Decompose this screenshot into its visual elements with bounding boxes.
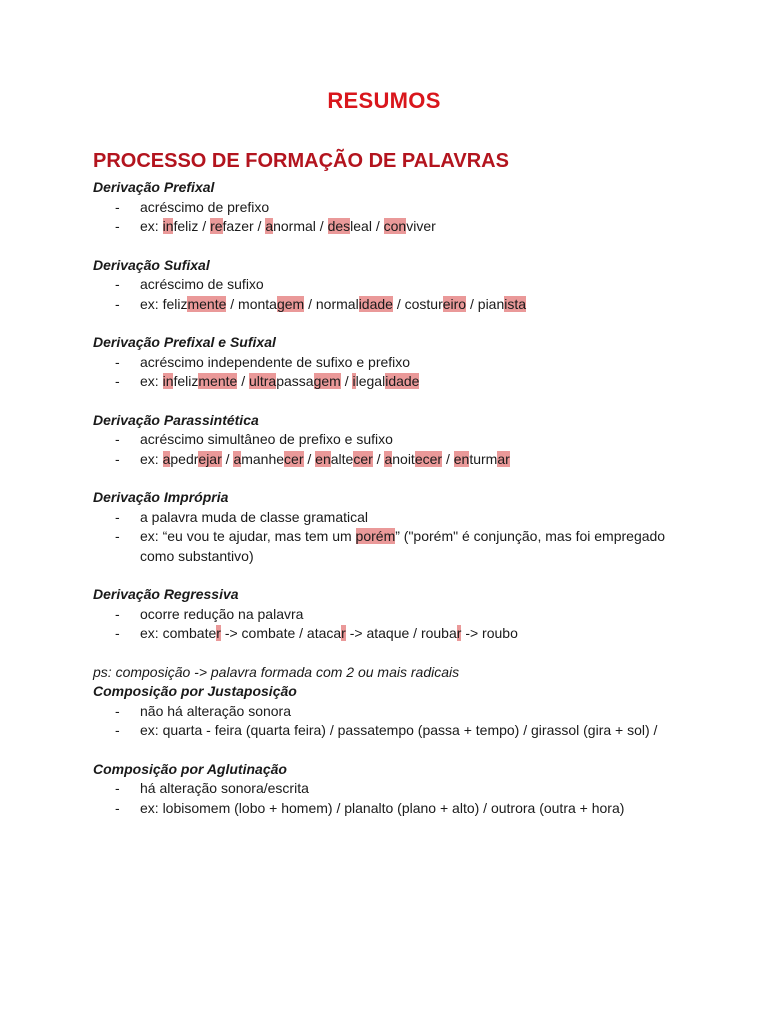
text-segment: / costur xyxy=(392,295,443,312)
text-segment: fazer / xyxy=(222,218,266,234)
highlighted-affix: cer xyxy=(353,450,373,467)
text-segment: passa xyxy=(276,373,314,389)
text-segment: ” ("porém" é conjunção, mas foi empregado como substantivo) xyxy=(140,528,666,564)
highlighted-affix: eiro xyxy=(442,295,467,312)
highlighted-affix: r xyxy=(341,625,346,641)
text-segment: / xyxy=(237,373,249,389)
text-segment: viver xyxy=(406,218,436,234)
bullet-dash: - xyxy=(115,198,120,215)
text-segment: / xyxy=(303,450,316,467)
list-item xyxy=(93,372,693,392)
highlighted-affix: en xyxy=(315,450,331,467)
bullet-dash: - xyxy=(115,625,120,641)
highlighted-affix: a xyxy=(233,450,242,467)
section-title: Derivação Parassintética xyxy=(93,411,259,428)
text-segment: a palavra muda de classe gramatical xyxy=(140,508,369,525)
bullet-dash: - xyxy=(115,276,120,292)
bullet-dash: - xyxy=(115,702,120,719)
highlighted-affix: idade xyxy=(358,295,393,312)
section-title: Derivação Regressiva xyxy=(93,586,239,602)
section-title: Derivação Sufixal xyxy=(93,256,210,273)
document-title: RESUMOS xyxy=(327,88,441,113)
highlighted-affix: r xyxy=(456,625,462,641)
text-segment: noit xyxy=(392,450,415,467)
text-segment: ocorre redução na palavra xyxy=(140,605,304,622)
list-item xyxy=(93,295,693,315)
text-segment: ex: quarta - feira (quarta feira) / passatempo (passa + tempo) / girassol (gira + sol) / xyxy=(140,722,658,738)
section xyxy=(93,760,693,819)
bullet-dash: - xyxy=(115,373,120,389)
text-segment: / xyxy=(442,450,454,467)
text-segment: acréscimo independente de sufixo e prefixo xyxy=(140,353,411,370)
bullet-dash: - xyxy=(115,780,120,796)
highlighted-affix: gem xyxy=(313,373,341,389)
highlighted-affix: porém xyxy=(355,528,396,544)
highlighted-affix: a xyxy=(265,218,274,234)
section xyxy=(93,411,693,470)
highlighted-affix: cer xyxy=(284,450,304,467)
highlighted-affix: des xyxy=(327,218,351,234)
highlighted-affix: mente xyxy=(187,295,227,312)
section xyxy=(93,333,693,392)
highlighted-affix: idade xyxy=(385,373,420,389)
text-segment: leal / xyxy=(350,218,384,234)
highlighted-affix: in xyxy=(162,218,174,234)
text-segment: / xyxy=(340,373,353,389)
list-item xyxy=(93,702,693,722)
highlighted-affix: a xyxy=(384,450,393,467)
text-segment: manhe xyxy=(241,450,285,467)
section xyxy=(93,585,693,644)
bullet-dash: - xyxy=(115,450,120,467)
text-segment: ex: xyxy=(140,218,163,234)
list-item xyxy=(93,721,693,741)
text-segment: -> combate / ataca xyxy=(220,625,342,641)
section-title: Composição por Justaposição xyxy=(93,683,297,699)
text-segment: turm xyxy=(469,450,498,467)
bullet-dash: - xyxy=(115,528,120,544)
section-heading: PROCESSO DE FORMAÇÃO DE PALAVRAS xyxy=(93,150,509,172)
bullet-dash: - xyxy=(115,218,120,234)
text-segment: / pian xyxy=(466,295,505,312)
highlighted-affix: mente xyxy=(198,373,238,389)
text-segment: feliz xyxy=(173,373,199,389)
section xyxy=(93,178,693,237)
text-segment: ex: xyxy=(140,450,163,467)
text-segment: legal xyxy=(355,373,386,389)
list-item xyxy=(93,605,693,625)
highlighted-affix: r xyxy=(216,625,221,641)
highlighted-affix: in xyxy=(162,373,174,389)
list-item xyxy=(93,198,693,218)
section-title: Composição por Aglutinação xyxy=(93,760,287,777)
text-segment: acréscimo de sufixo xyxy=(140,276,264,292)
highlighted-affix: i xyxy=(352,373,356,389)
text-segment: acréscimo simultâneo de prefixo e sufixo xyxy=(140,431,393,447)
list-item xyxy=(93,624,693,644)
list-item xyxy=(93,217,693,237)
text-segment: / xyxy=(372,450,385,467)
text-segment: não há alteração sonora xyxy=(140,702,291,719)
text-segment: ex: xyxy=(140,373,163,389)
text-segment: ex: combate xyxy=(140,625,217,641)
text-segment: normal / xyxy=(273,218,328,234)
list-item xyxy=(93,430,693,450)
section-title: Derivação Prefixal e Sufixal xyxy=(93,334,276,350)
highlighted-affix: ista xyxy=(504,295,527,312)
bullet-dash: - xyxy=(115,353,120,370)
text-segment: há alteração sonora/escrita xyxy=(140,780,309,796)
section xyxy=(93,663,693,741)
text-segment: feliz / xyxy=(173,218,211,234)
bullet-dash: - xyxy=(115,508,120,525)
highlighted-affix: con xyxy=(383,218,407,234)
highlighted-affix: a xyxy=(162,450,171,467)
bullet-dash: - xyxy=(115,799,120,816)
content-body xyxy=(93,178,693,837)
highlighted-affix: ar xyxy=(497,450,510,467)
list-item xyxy=(93,508,693,528)
text-segment: -> ataque / rouba xyxy=(345,625,457,641)
text-segment: / xyxy=(221,450,234,467)
bullet-dash: - xyxy=(115,605,120,622)
list-item xyxy=(93,353,693,373)
highlighted-affix: en xyxy=(453,450,470,467)
text-segment: / monta xyxy=(226,295,277,312)
text-segment: ex: feliz xyxy=(140,295,188,312)
section xyxy=(93,488,693,566)
highlighted-affix: ultra xyxy=(248,373,277,389)
text-segment: / normal xyxy=(304,295,359,312)
text-segment: acréscimo de prefixo xyxy=(140,198,270,215)
bullet-dash: - xyxy=(115,431,120,447)
list-item xyxy=(93,779,693,799)
highlighted-affix: ejar xyxy=(198,450,222,467)
text-segment: ex: lobisomem (lobo + homem) / planalto (plano + alto) / outrora (outra + hora) xyxy=(140,799,625,816)
list-item xyxy=(93,799,693,819)
list-item xyxy=(93,527,693,566)
section-title: Derivação Prefixal xyxy=(93,179,215,195)
text-segment: -> roubo xyxy=(461,625,518,641)
highlighted-affix: gem xyxy=(276,295,305,312)
highlighted-affix: ecer xyxy=(414,450,443,467)
list-item xyxy=(93,450,693,470)
bullet-dash: - xyxy=(115,722,120,738)
section xyxy=(93,256,693,315)
text-segment: ex: “eu vou te ajudar, mas tem um xyxy=(140,528,356,544)
list-item xyxy=(93,275,693,295)
note-text: ps: composição -> palavra formada com 2 ou mais radicais xyxy=(93,663,460,680)
section-title: Derivação Imprópria xyxy=(93,489,229,505)
highlighted-affix: re xyxy=(210,218,223,234)
text-segment: pedr xyxy=(170,450,199,467)
text-segment: alte xyxy=(330,450,354,467)
bullet-dash: - xyxy=(115,295,120,312)
